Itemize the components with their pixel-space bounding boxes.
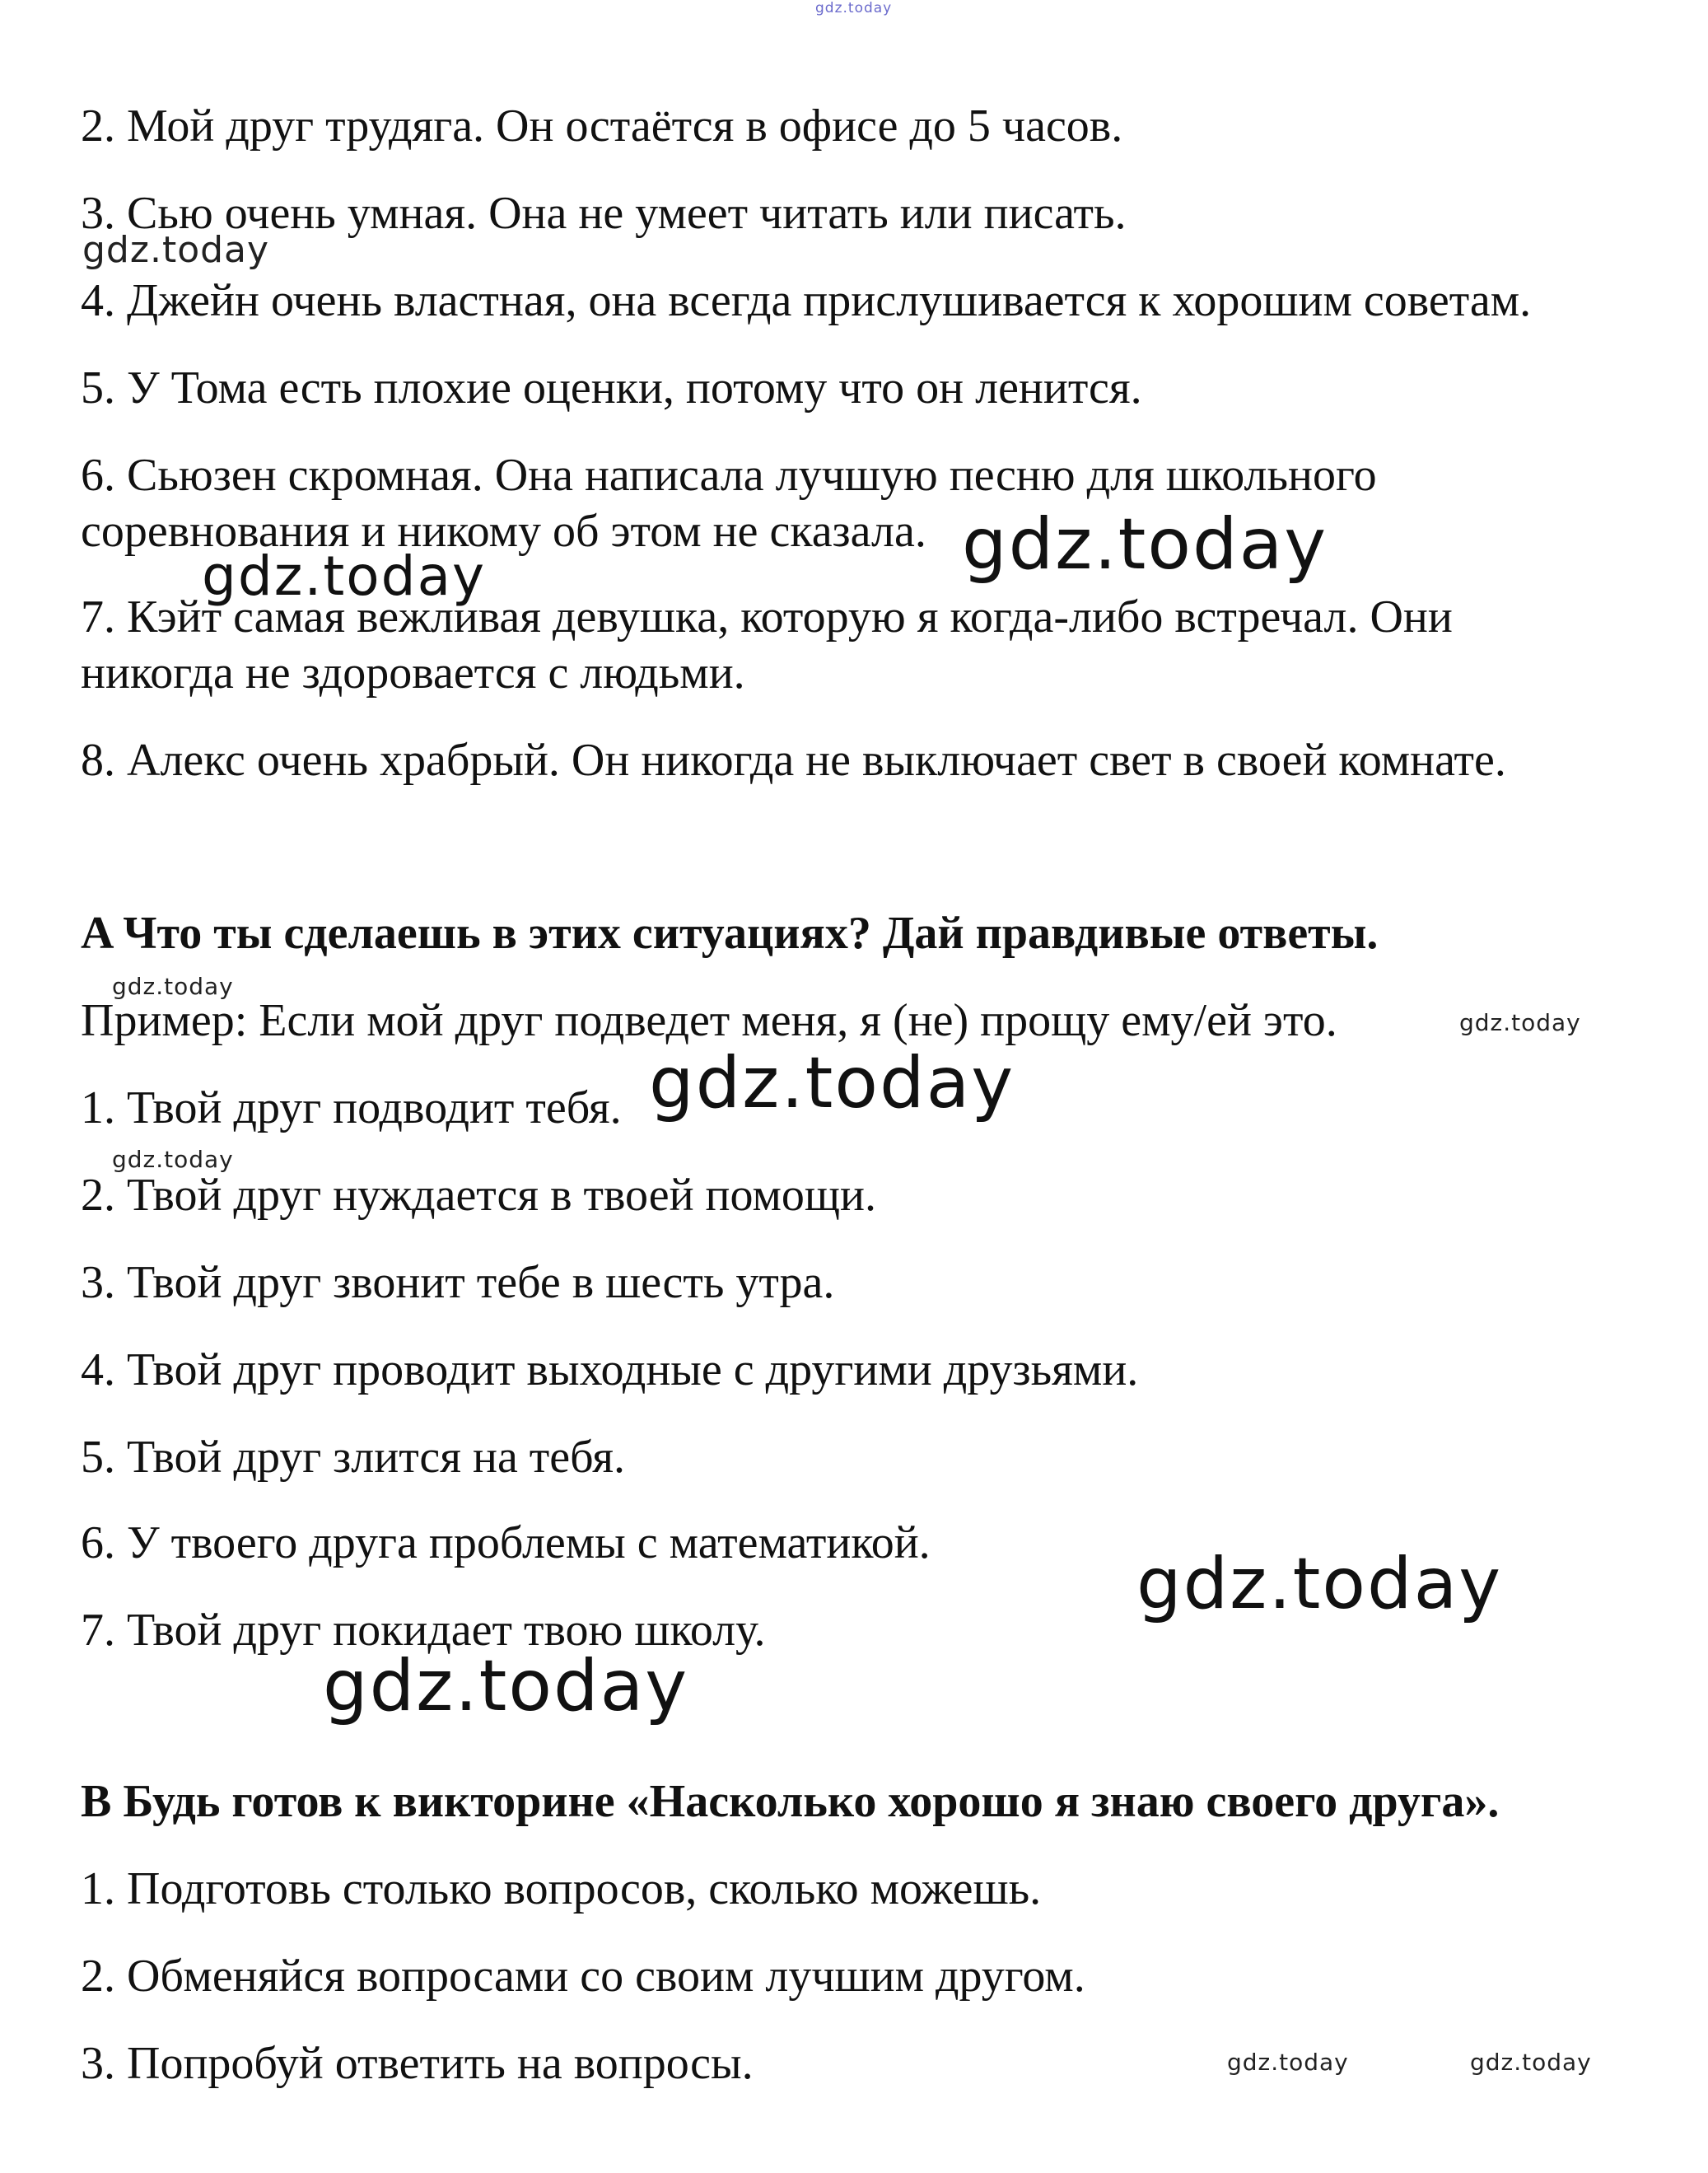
sentence-3: 3. Сью очень умная. Она не умеет читать или писать. <box>81 188 1127 239</box>
watermark-small: gdz.today <box>1470 2049 1592 2076</box>
watermark-large: gdz.today <box>323 1645 689 1727</box>
section-b-item-1: 1. Подготовь столько вопросов, сколько можешь. <box>81 1863 1042 1914</box>
section-a-item-2: 2. Твой друг нуждается в твоей помощи. <box>81 1170 876 1221</box>
sentence-5: 5. У Тома есть плохие оценки, потому что он ленится. <box>81 362 1142 414</box>
sentence-4: 4. Джейн очень властная, она всегда прислушивается к хорошим советам. <box>81 275 1532 326</box>
section-a-item-3: 3. Твой друг звонит тебе в шесть утра. <box>81 1257 835 1308</box>
watermark-small: gdz.today <box>112 973 234 1000</box>
sentence-6: 6. Сьюзен скромная. Она написала лучшую песню для школьного <box>81 450 1377 501</box>
section-a-item-5: 5. Твой друг злится на тебя. <box>81 1432 625 1483</box>
watermark-large: gdz.today <box>202 544 487 608</box>
section-b-heading: B Будь готов к викторине «Насколько хорошо я знаю своего друга». <box>81 1776 1500 1827</box>
section-a-heading: A Что ты сделаешь в этих ситуациях? Дай правдивые ответы. <box>81 908 1379 959</box>
watermark-small: gdz.today <box>1459 1009 1581 1036</box>
watermark-large: gdz.today <box>962 503 1328 586</box>
watermark-small: gdz.today <box>1227 2049 1349 2076</box>
watermark-large: gdz.today <box>1136 1543 1503 1625</box>
section-a-item-6: 6. У твоего друга проблемы с математикой. <box>81 1517 931 1568</box>
section-a-item-1: 1. Твой друг подводит тебя. <box>81 1082 622 1133</box>
sentence-7: 7. Кэйт самая вежливая девушка, которую я когда-либо встречал. Они <box>81 591 1453 643</box>
watermark: gdz.today <box>82 229 270 271</box>
watermark-small: gdz.today <box>112 1146 234 1173</box>
sentence-6-continued: соревнования и никому об этом не сказала. <box>81 506 926 557</box>
sentence-7-continued: никогда не здоровается с людьми. <box>81 647 745 699</box>
watermark-top: gdz.today <box>815 0 893 16</box>
watermark-large: gdz.today <box>649 1042 1015 1124</box>
section-a-example: Пример: Если мой друг подведет меня, я (не) прощу ему/ей это. <box>81 995 1337 1046</box>
sentence-8: 8. Алекс очень храбрый. Он никогда не выключает свет в своей комнате. <box>81 735 1506 786</box>
sentence-2: 2. Мой друг трудяга. Он остаётся в офисе до 5 часов. <box>81 100 1123 152</box>
section-b-item-3: 3. Попробуй ответить на вопросы. <box>81 2038 754 2089</box>
section-a-item-4: 4. Твой друг проводит выходные с другими друзьями. <box>81 1344 1139 1395</box>
section-a-item-7: 7. Твой друг покидает твою школу. <box>81 1605 766 1656</box>
section-b-item-2: 2. Обменяйся вопросами со своим лучшим другом. <box>81 1951 1085 2002</box>
